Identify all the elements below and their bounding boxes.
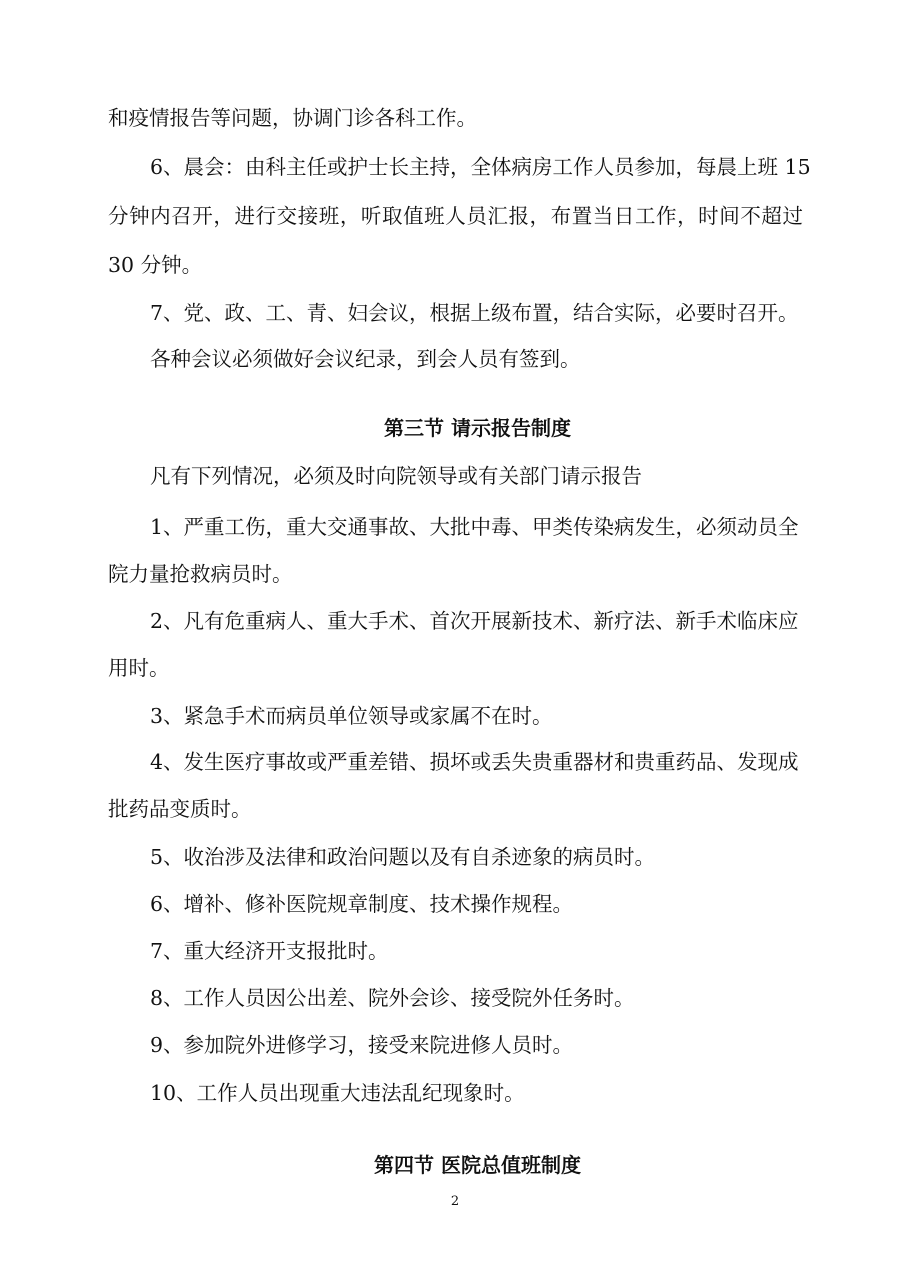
list-item-2-line: 2、凡有危重病人、重大手术、首次开展新技术、新疗法、新手术临床应 <box>150 609 799 633</box>
section-heading: 第四节 医院总值班制度 <box>374 1153 581 1177</box>
section-intro: 凡有下列情况，必须及时向院领导或有关部门请示报告 <box>150 464 642 488</box>
list-item-6-line: 分钟内召开，进行交接班，听取值班人员汇报，布置当日工作，时间不超过 <box>108 204 803 228</box>
list-item-6-line: 30 分钟。 <box>108 253 203 277</box>
list-item-5: 5、收治涉及法律和政治问题以及有自杀迹象的病员时。 <box>150 845 656 869</box>
list-item-6: 6、增补、修补医院规章制度、技术操作规程。 <box>150 892 574 916</box>
meeting-note: 各种会议必须做好会议纪录，到会人员有签到。 <box>150 347 581 371</box>
list-item-8: 8、工作人员因公出差、院外会诊、接受院外任务时。 <box>150 986 635 1010</box>
list-item-2-line: 用时。 <box>108 656 170 680</box>
list-item-3: 3、紧急手术而病员单位领导或家属不在时。 <box>150 704 553 728</box>
list-item-4-line: 4、发生医疗事故或严重差错、损坏或丢失贵重器材和贵重药品、发现成 <box>150 750 799 774</box>
list-item-1-line: 1、严重工伤，重大交通事故、大批中毒、甲类传染病发生，必须动员全 <box>150 515 799 539</box>
list-item-7: 7、党、政、工、青、妇会议，根据上级布置，结合实际，必要时召开。 <box>150 301 799 325</box>
paragraph-line: 和疫情报告等问题，协调门诊各科工作。 <box>108 106 477 130</box>
list-item-1-line: 院力量抢救病员时。 <box>108 562 293 586</box>
list-item-9: 9、参加院外进修学习，接受来院进修人员时。 <box>150 1033 574 1057</box>
page-number: 2 <box>450 1194 460 1209</box>
section-heading: 第三节 请示报告制度 <box>384 416 571 440</box>
list-item-4-line: 批药品变质时。 <box>108 797 252 821</box>
list-item-6-line: 6、晨会：由科主任或护士长主持，全体病房工作人员参加，每晨上班 15 <box>150 155 811 179</box>
list-item-7: 7、重大经济开支报批时。 <box>150 939 389 963</box>
list-item-10: 10、工作人员出现重大违法乱纪现象时。 <box>150 1081 525 1105</box>
